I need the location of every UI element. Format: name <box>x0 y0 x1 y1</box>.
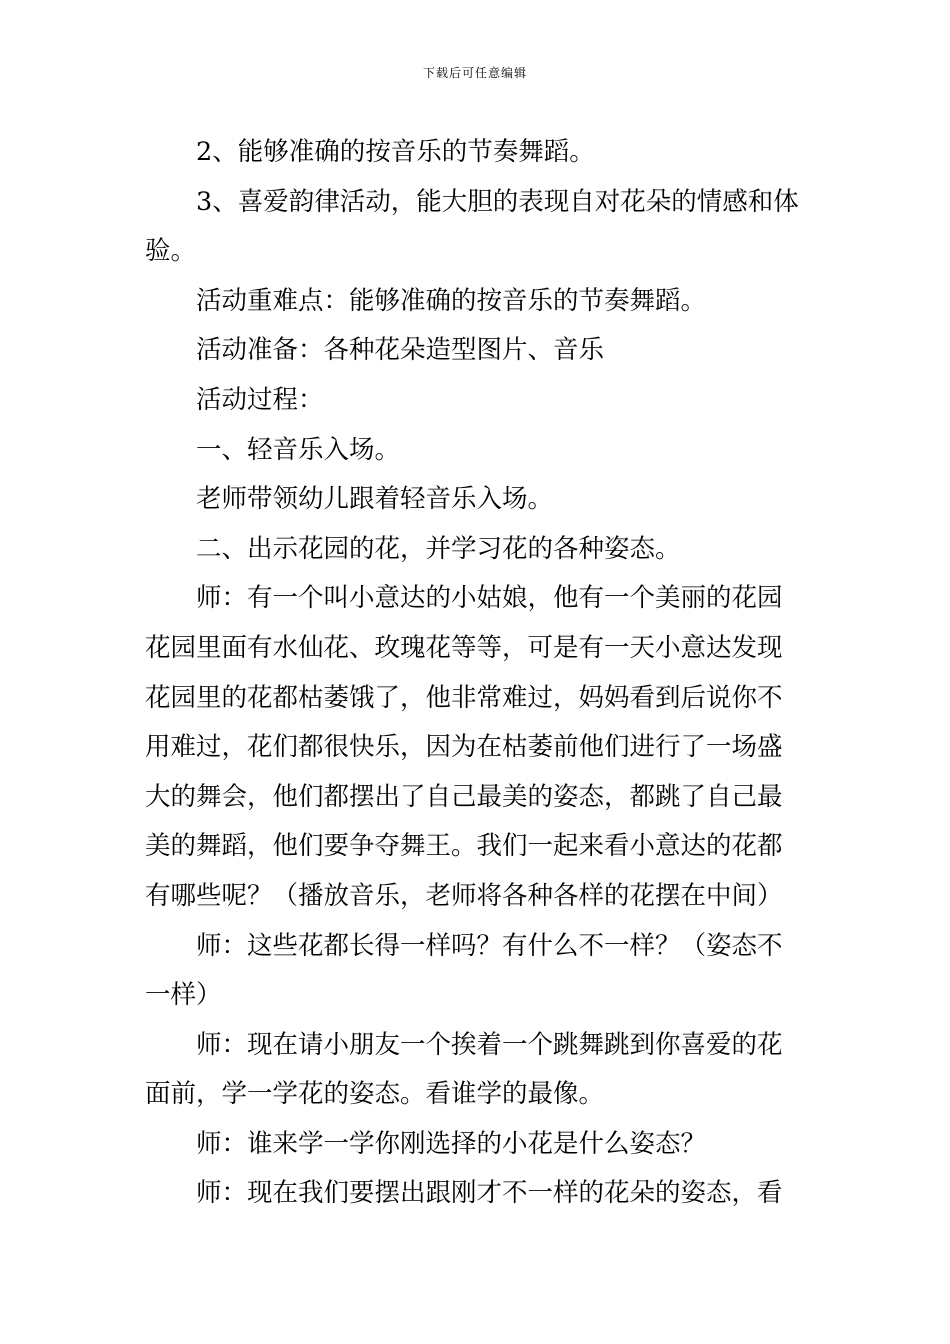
text-line: 师：有一个叫小意达的小姑娘，他有一个美丽的花园 <box>196 583 783 614</box>
document-body <box>145 128 807 1219</box>
text-line: 师：这些花都长得一样吗？有什么不一样？（姿态不 <box>196 930 783 961</box>
text-line: 老师带领幼儿跟着轻音乐入场。 <box>196 484 554 515</box>
text-line: 师：现在我们要摆出跟刚才不一样的花朵的姿态，看 <box>196 1178 783 1209</box>
text-line: 3、喜爱韵律活动，能大胆的表现自对花朵的情感和体 <box>196 186 799 217</box>
text-line: 有哪些呢？（播放音乐，老师将各种各样的花摆在中间） <box>145 880 783 911</box>
text-line: 活动过程： <box>196 384 324 415</box>
text-line: 验。 <box>145 236 197 267</box>
text-line: 活动准备：各种花朵造型图片、音乐 <box>196 335 605 366</box>
text-line: 大的舞会，他们都摆出了自己最美的姿态，都跳了自己最 <box>145 781 783 812</box>
text-line: 花园里的花都枯萎饿了，他非常难过，妈妈看到后说你不 <box>145 682 783 713</box>
page-header-note: 下载后可任意编辑 <box>422 66 527 80</box>
text-line: 2、能够准确的按音乐的节奏舞蹈。 <box>196 137 595 167</box>
text-line: 用难过，花们都很快乐，因为在枯萎前他们进行了一场盛 <box>145 732 783 763</box>
text-line: 面前，学一学花的姿态。看谁学的最像。 <box>145 1079 605 1110</box>
text-line: 美的舞蹈，他们要争夺舞王。我们一起来看小意达的花都 <box>145 831 783 862</box>
text-line: 花园里面有水仙花、玫瑰花等等，可是有一天小意达发现 <box>145 632 783 663</box>
text-line: 一样） <box>145 980 222 1011</box>
text-line: 师：现在请小朋友一个挨着一个跳舞跳到你喜爱的花 <box>196 1029 783 1060</box>
text-line: 二、出示花园的花，并学习花的各种姿态。 <box>196 533 681 564</box>
text-line: 师：谁来学一学你刚选择的小花是什么姿态？ <box>196 1128 707 1159</box>
text-line: 活动重难点：能够准确的按音乐的节奏舞蹈。 <box>196 285 707 316</box>
text-line: 一、轻音乐入场。 <box>196 434 401 465</box>
